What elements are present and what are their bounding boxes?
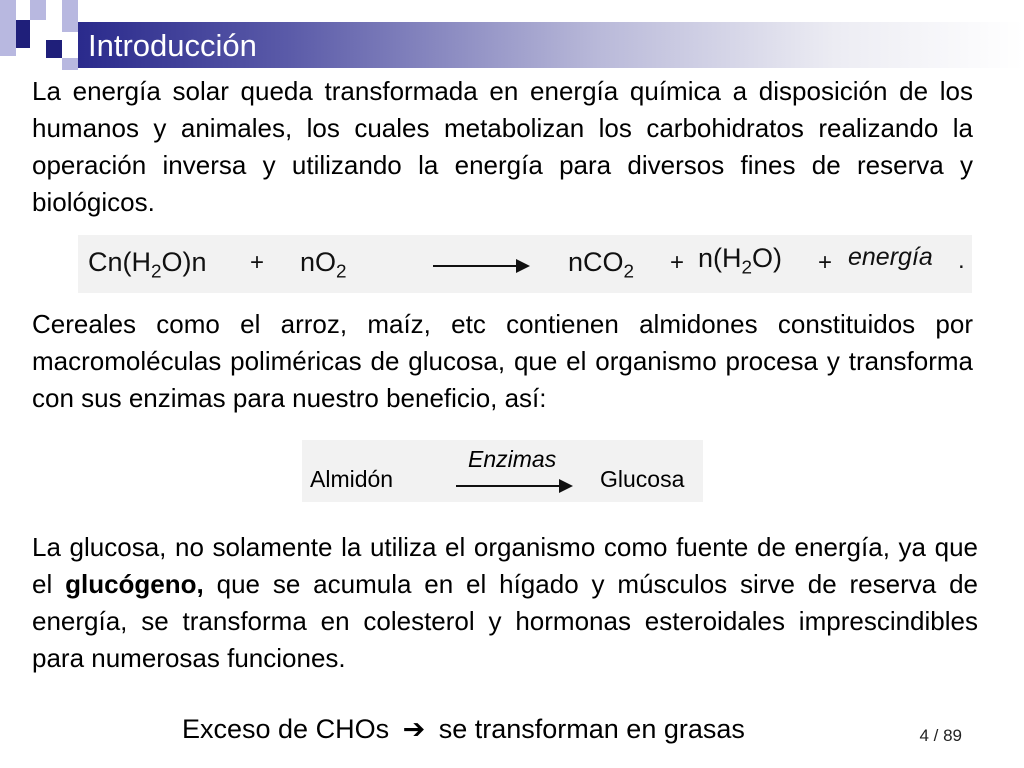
enzyme-product: Glucosa: [600, 466, 685, 492]
decor-square-6: [62, 58, 78, 70]
decor-square-3: [30, 0, 46, 20]
enzyme-reaction: [302, 440, 703, 502]
equation-product-energy: energía: [848, 243, 933, 271]
equation-plus-1: +: [250, 249, 265, 276]
equation-end-dot: .: [958, 247, 965, 274]
paragraph-glucose: La glucosa, no solamente la utiliza el organismo como fuente de energía, ya que el glucógeno, que se acumula en el hígado y músculos sirve de reserva de energía, se transforma en colesterol y hormonas esteroidales imprescindibles para numerosas funciones.: [32, 532, 978, 673]
equation-plus-2: +: [670, 249, 685, 276]
slide-title: Introducción: [88, 28, 257, 63]
equation-reactant-carbohydrate: $Cn(H_2O)n$: [88, 247, 207, 283]
paragraph-solar-energy: La energía solar queda transformada en energía química a disposición de los humanos y animales, los cuales metabolizan los carbohidratos realizando la operación inversa y utilizando la energía para diversos fines de reserva y biológicos.: [32, 76, 973, 217]
footer-right-text: se transforman en grasas: [438, 714, 745, 744]
right-arrow-icon: ➔: [402, 714, 426, 744]
decor-square-2: [16, 20, 30, 48]
equation-reactant-oxygen: $nO_2$: [300, 247, 347, 283]
paragraph-cereals: Cereales como el arroz, maíz, etc contienen almidones constituidos por macromoléculas poliméricas de glucosa, que el organismo procesa y transforma con sus enzimas para nuestro beneficio, así:: [32, 309, 973, 413]
footer-left-text: Exceso de CHOs: [182, 714, 390, 744]
footer-statement: [182, 714, 745, 745]
enzyme-arrow-icon: [456, 485, 571, 487]
decor-square-1: [0, 0, 16, 56]
glycogen-term: glucógeno,: [65, 569, 204, 599]
enzyme-reactant: Almidón: [310, 466, 394, 492]
decor-square-4: [62, 0, 78, 32]
equation-product-water: $n(H_2O)$: [698, 243, 783, 279]
chemical-equation: [78, 235, 972, 293]
page-number: 4 / 89: [919, 726, 962, 745]
decor-square-5: [46, 40, 62, 58]
enzyme-catalyst-label: Enzimas: [468, 446, 557, 472]
reaction-arrow-icon: [433, 265, 528, 267]
equation-plus-3: +: [818, 249, 833, 276]
equation-product-co2: nCO$_2$: [568, 247, 635, 283]
